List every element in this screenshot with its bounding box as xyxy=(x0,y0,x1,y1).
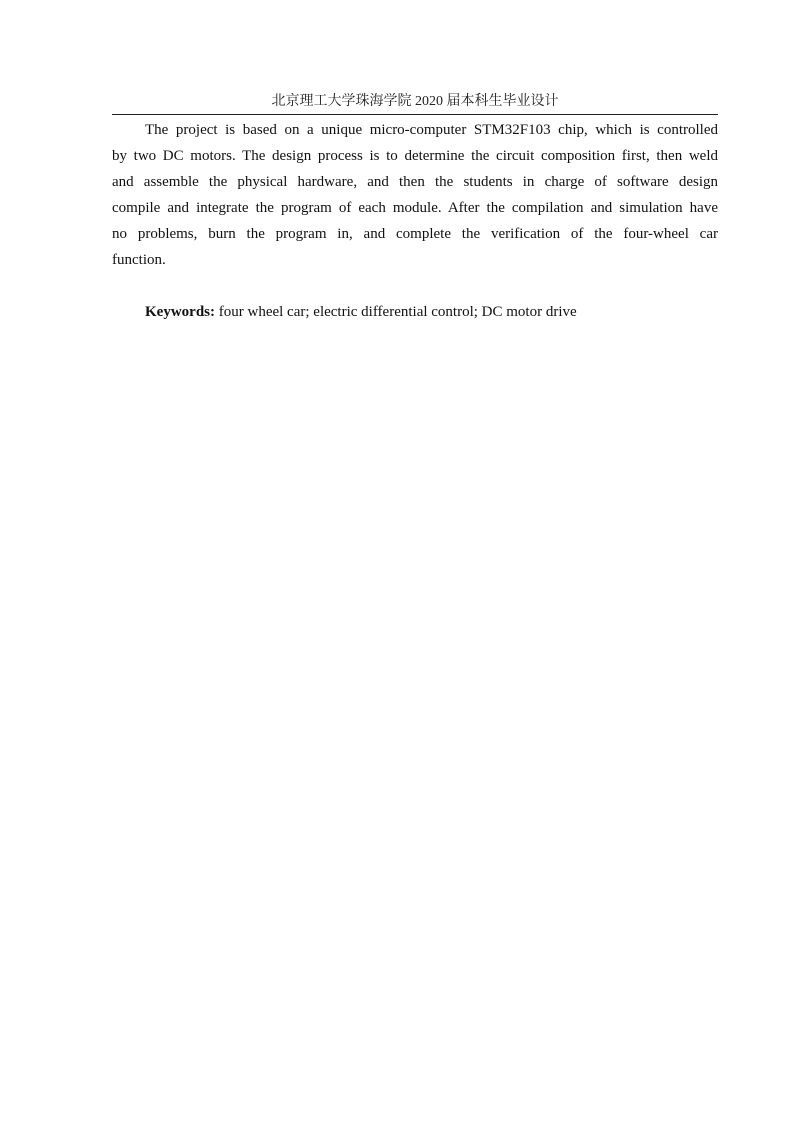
page-header xyxy=(112,92,718,115)
keywords-label: Keywords: xyxy=(145,304,215,320)
header-title: 北京理工大学珠海学院 2020 届本科生毕业设计 xyxy=(271,94,559,109)
abstract-line-6: function. xyxy=(112,252,166,268)
abstract-line-2: by two DC motors. The design process is to determine the circuit composition first, then weld xyxy=(112,148,718,164)
keywords-text: four wheel car; electric differential control; DC motor drive xyxy=(218,304,577,320)
abstract-line-1: The project is based on a unique micro-computer STM32F103 chip, which is controlled xyxy=(145,122,718,138)
keywords-line xyxy=(145,299,577,325)
abstract-line-3: and assemble the physical hardware, and then the students in charge of software design xyxy=(112,174,718,190)
abstract-line-4: compile and integrate the program of each module. After the compilation and simulation have xyxy=(112,200,718,216)
abstract-paragraph xyxy=(112,117,718,273)
abstract-line-5: no problems, burn the program in, and complete the verification of the four-wheel car xyxy=(112,226,718,242)
